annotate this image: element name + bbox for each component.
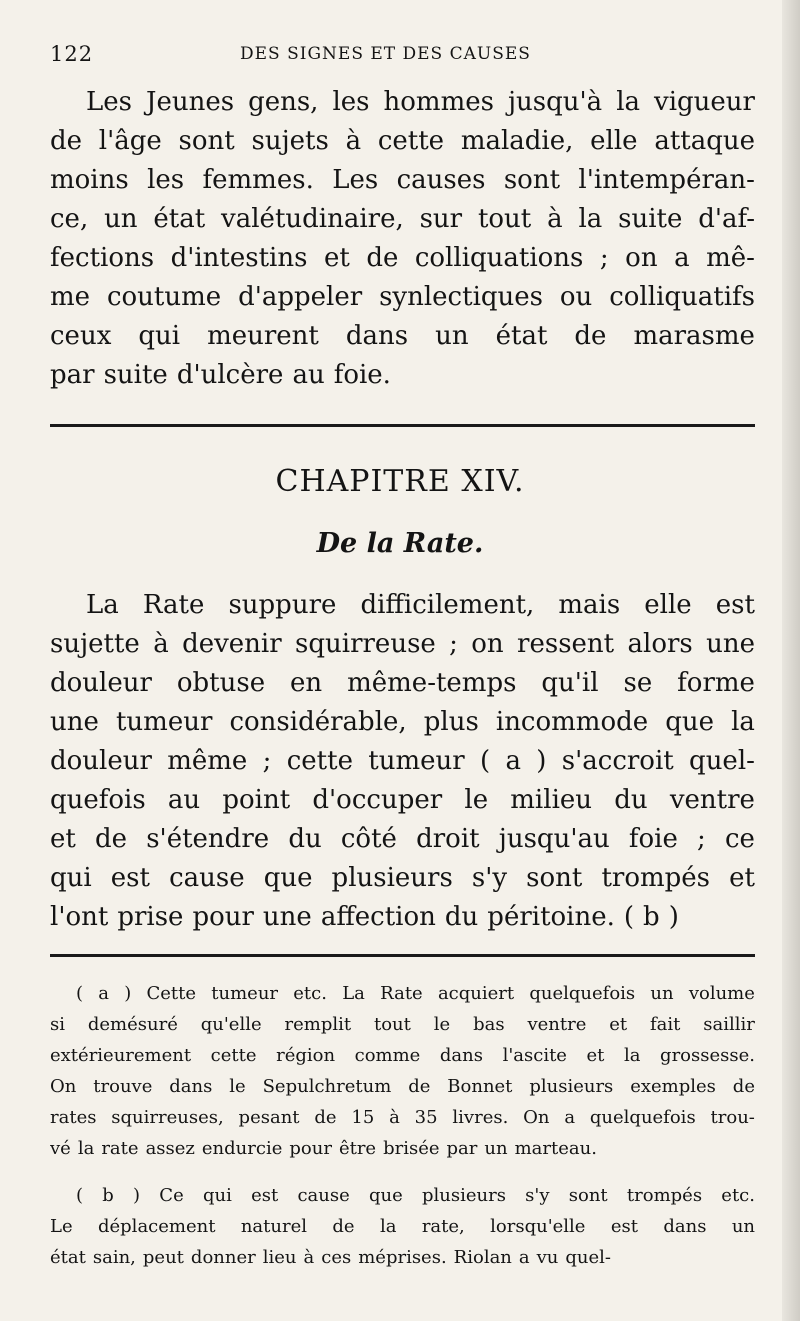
text-line: Le déplacement naturel de la rate, lorsqu'elle est dans un xyxy=(50,1216,755,1237)
page-edge-shadow xyxy=(782,0,800,1321)
paragraph-rate xyxy=(50,586,755,937)
footnote-b xyxy=(50,1180,755,1273)
text-line: ceux qui meurent dans un état de marasme xyxy=(50,321,755,351)
text-line: douleur obtuse en même-temps qu'il se forme xyxy=(50,668,755,698)
text-line: vé la rate assez endurcie pour être brisée par un marteau. xyxy=(50,1138,597,1159)
text-line: La Rate suppure difficilement, mais elle est xyxy=(86,590,755,620)
text-line: et de s'étendre du côté droit jusqu'au foie ; ce xyxy=(50,824,755,854)
text-line: me coutume d'appeler synlectiques ou colliquatifs xyxy=(50,282,755,312)
text-line: ( b ) Ce qui est cause que plusieurs s'y sont trompés etc. xyxy=(76,1185,755,1206)
text-line: qui est cause que plusieurs s'y sont trompés et xyxy=(50,863,755,893)
chapter-title: CHAPITRE XIV. xyxy=(275,464,525,499)
footnote-a xyxy=(50,978,755,1164)
text-line: extérieurement cette région comme dans l'ascite et la grossesse. xyxy=(50,1045,755,1066)
page-number: 122 xyxy=(50,42,94,66)
text-line: sujette à devenir squirreuse ; on ressent alors une xyxy=(50,629,755,659)
text-line: ce, un état valétudinaire, sur tout à la suite d'af- xyxy=(50,204,755,234)
text-line: Les Jeunes gens, les hommes jusqu'à la vigueur xyxy=(86,87,755,117)
text-line: quefois au point d'occuper le milieu du ventre xyxy=(50,785,755,815)
running-title: DES SIGNES ET DES CAUSES xyxy=(240,44,531,64)
text-line: de l'âge sont sujets à cette maladie, elle attaque xyxy=(50,126,755,156)
section-title: De la Rate. xyxy=(316,528,484,559)
text-line: douleur même ; cette tumeur ( a ) s'accroit quel- xyxy=(50,746,755,776)
text-line: fections d'intestins et de colliquations ; on a mê- xyxy=(50,243,755,273)
text-line: si demésuré qu'elle remplit tout le bas ventre et fait saillir xyxy=(50,1014,755,1035)
text-line: état sain, peut donner lieu à ces méprises. Riolan a vu quel- xyxy=(50,1247,612,1268)
text-line: par suite d'ulcère au foie. xyxy=(50,360,391,390)
page-header xyxy=(50,42,755,74)
text-line: une tumeur considérable, plus incommode que la xyxy=(50,707,755,737)
footnote-rule xyxy=(50,954,755,957)
text-line: l'ont prise pour une affection du péritoine. ( b ) xyxy=(50,902,679,932)
text-line: ( a ) Cette tumeur etc. La Rate acquiert quelquefois un volume xyxy=(76,983,755,1004)
text-line: On trouve dans le Sepulchretum de Bonnet plusieurs exemples de xyxy=(50,1076,755,1097)
chapter-rule xyxy=(50,424,755,427)
paragraph-continuation xyxy=(50,83,755,395)
text-line: rates squirreuses, pesant de 15 à 35 livres. On a quelquefois trou- xyxy=(50,1107,755,1128)
text-line: moins les femmes. Les causes sont l'intempéran- xyxy=(50,165,755,195)
